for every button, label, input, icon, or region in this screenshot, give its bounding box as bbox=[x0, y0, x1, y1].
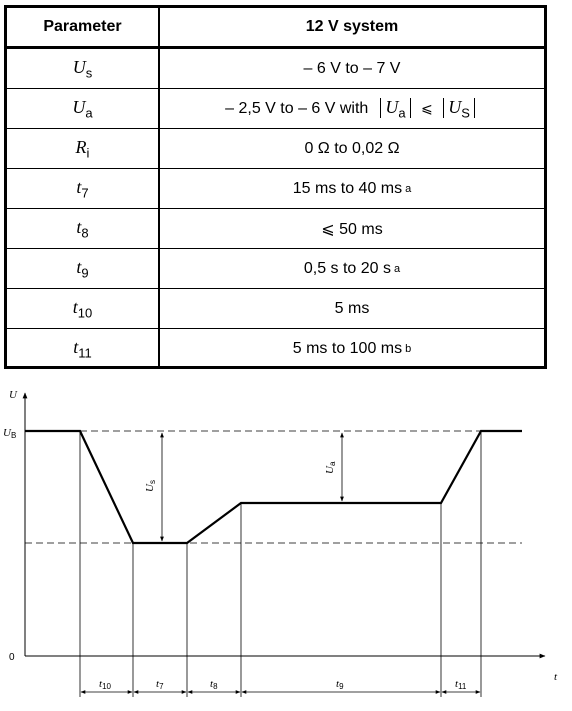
param-value: 0 Ω to 0,02 Ω bbox=[304, 139, 400, 157]
interval-label-t8: t8 bbox=[210, 678, 218, 691]
param-symbol: $R_i$ bbox=[75, 136, 90, 161]
param-value: 0,5 s to 20 s bbox=[303, 259, 392, 277]
param-value: – 6 V to – 7 V bbox=[303, 59, 401, 77]
param-value: – 2,5 V to – 6 V with bbox=[225, 99, 369, 117]
condition-expression: $U_a$ ⩽ $U_S$ bbox=[376, 97, 479, 121]
footnote-mark: a bbox=[405, 182, 412, 195]
interval-extension-lines bbox=[80, 431, 481, 697]
param-value: ⩽ 50 ms bbox=[321, 220, 383, 238]
interval-label-t11: t11 bbox=[455, 678, 467, 691]
param-symbol: $t_9$ bbox=[76, 256, 89, 281]
param-symbol: $t_8$ bbox=[76, 216, 89, 241]
footnote-mark: a bbox=[394, 262, 401, 275]
header-parameter: Parameter bbox=[7, 8, 160, 46]
interval-label-t10: t10 bbox=[99, 678, 111, 691]
interval-label-t7: t7 bbox=[156, 678, 164, 691]
ub-label bbox=[3, 427, 16, 440]
pulse-waveform bbox=[25, 431, 522, 543]
param-value: 15 ms to 40 ms bbox=[292, 179, 403, 197]
svg-text:UB: UB bbox=[3, 427, 17, 440]
us-label bbox=[144, 480, 157, 492]
x-axis-label: t bbox=[554, 671, 558, 683]
svg-text:Us: Us bbox=[144, 480, 157, 492]
y-axis-label: U bbox=[9, 389, 17, 401]
header-12v-system: 12 V system bbox=[305, 18, 399, 35]
param-value: 5 ms to 100 ms bbox=[292, 339, 403, 357]
svg-text:Ua: Ua bbox=[324, 461, 337, 474]
zero-label: 0 bbox=[9, 652, 15, 663]
ua-label bbox=[324, 461, 337, 474]
interval-label-t9: t9 bbox=[336, 678, 344, 691]
footnote-mark: b bbox=[405, 342, 412, 355]
param-value: 5 ms bbox=[334, 299, 370, 317]
param-symbol: $U_s$ bbox=[72, 56, 93, 81]
param-symbol: $t_{11}$ bbox=[73, 336, 92, 361]
param-symbol: $t_7$ bbox=[76, 176, 89, 201]
param-symbol: $U_a$ bbox=[72, 96, 93, 121]
param-symbol: $t_{10}$ bbox=[72, 296, 93, 321]
